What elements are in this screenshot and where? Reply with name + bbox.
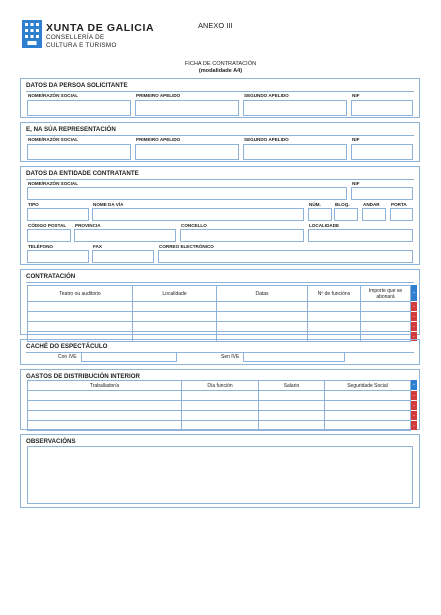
nome-label: NOME/RAZÓN SOCIAL bbox=[28, 137, 79, 142]
apelido1-label: PRIMEIRO APELIDO bbox=[136, 93, 181, 98]
table-cell[interactable] bbox=[133, 322, 217, 332]
nif-label: NIF bbox=[352, 137, 360, 142]
observacions-field[interactable] bbox=[27, 446, 413, 504]
apelido1-label: PRIMEIRO APELIDO bbox=[136, 137, 181, 142]
via-field[interactable] bbox=[92, 208, 304, 221]
sen-ive-field[interactable] bbox=[243, 352, 345, 362]
apelido2-label: SEGUNDO APELIDO bbox=[244, 93, 289, 98]
tipo-field[interactable] bbox=[27, 208, 89, 221]
plus-icon[interactable]: + bbox=[411, 380, 417, 390]
table-cell[interactable] bbox=[28, 391, 182, 401]
apelido1-field[interactable] bbox=[135, 144, 239, 160]
xunta-logo bbox=[22, 20, 42, 48]
section-title: GASTOS DE DISTRIBUCIÓN INTERIOR bbox=[26, 373, 141, 380]
num-field[interactable] bbox=[308, 208, 332, 221]
correo-label: CORREO ELECTRÓNICO bbox=[159, 244, 214, 249]
minus-icon[interactable]: − bbox=[411, 321, 417, 331]
nif-label: NIF bbox=[352, 181, 360, 186]
andar-field[interactable] bbox=[362, 208, 386, 221]
telefono-label: TELÉFONO bbox=[28, 244, 54, 249]
table-cell[interactable] bbox=[259, 391, 325, 401]
nif-field[interactable] bbox=[351, 100, 413, 116]
con-ive-field[interactable] bbox=[81, 352, 177, 362]
section-title: CACHÉ DO ESPECTÁCULO bbox=[26, 343, 108, 350]
section-solicitante bbox=[20, 78, 420, 118]
section-representacion bbox=[20, 122, 420, 162]
apelido2-field[interactable] bbox=[243, 144, 347, 160]
column-header: Nº de funcións bbox=[308, 286, 361, 302]
table-cell[interactable] bbox=[308, 312, 361, 322]
apelido2-field[interactable] bbox=[243, 100, 347, 116]
tipo-label: TIPO bbox=[28, 202, 39, 207]
table-cell[interactable] bbox=[28, 411, 182, 421]
apelido1-field[interactable] bbox=[135, 100, 239, 116]
cp-field[interactable] bbox=[27, 229, 71, 242]
annex-label: ANEXO III bbox=[198, 21, 233, 30]
num-label: NÚM. bbox=[309, 202, 321, 207]
nif-field[interactable] bbox=[351, 187, 413, 200]
table-cell[interactable] bbox=[361, 302, 411, 312]
localidade-field[interactable] bbox=[308, 229, 413, 242]
section-observacions bbox=[20, 434, 420, 508]
table-cell[interactable] bbox=[182, 401, 259, 411]
table-cell[interactable] bbox=[325, 401, 411, 411]
column-header: Salario bbox=[259, 381, 325, 391]
table-row bbox=[28, 322, 411, 332]
sen-ive-label: Sen IVE bbox=[221, 354, 240, 360]
divider bbox=[26, 91, 414, 92]
table-cell[interactable] bbox=[325, 411, 411, 421]
fax-label: FAX bbox=[93, 244, 102, 249]
column-header: Datas bbox=[217, 286, 308, 302]
andar-label: ANDAR bbox=[363, 202, 380, 207]
column-header: Localidade bbox=[133, 286, 217, 302]
provincia-field[interactable] bbox=[74, 229, 176, 242]
table-row bbox=[28, 302, 411, 312]
table-cell[interactable] bbox=[28, 421, 182, 431]
table-cell[interactable] bbox=[259, 411, 325, 421]
section-cache bbox=[20, 339, 420, 365]
contratacion-table bbox=[27, 285, 411, 342]
table-header-row bbox=[28, 286, 411, 302]
table-cell[interactable] bbox=[259, 421, 325, 431]
nome-field[interactable] bbox=[27, 187, 347, 200]
table-cell[interactable] bbox=[325, 391, 411, 401]
section-title: OBSERVACIÓNS bbox=[26, 438, 76, 445]
section-title: CONTRATACIÓN bbox=[26, 273, 76, 280]
section-title: DATOS DA PERSOA SOLICITANTE bbox=[26, 82, 128, 89]
column-header: Traballador/a bbox=[28, 381, 182, 391]
table-cell[interactable] bbox=[217, 302, 308, 312]
section-title: E, NA SÚA REPRESENTACIÓN bbox=[26, 126, 116, 133]
org-line-3: CULTURA E TURISMO bbox=[46, 41, 117, 49]
row-controls bbox=[411, 285, 417, 341]
section-entidade bbox=[20, 166, 420, 265]
minus-icon[interactable]: − bbox=[411, 390, 417, 400]
table-cell[interactable] bbox=[28, 302, 133, 312]
org-line-1: XUNTA DE GALICIA bbox=[46, 22, 155, 34]
table-cell[interactable] bbox=[361, 322, 411, 332]
plus-icon[interactable]: + bbox=[411, 285, 417, 301]
minus-icon[interactable]: − bbox=[411, 400, 417, 410]
table-cell[interactable] bbox=[28, 322, 133, 332]
bloq-label: BLOQ. bbox=[335, 202, 350, 207]
nome-field[interactable] bbox=[27, 144, 131, 160]
nif-label: NIF bbox=[352, 93, 360, 98]
nif-field[interactable] bbox=[351, 144, 413, 160]
table-row bbox=[28, 411, 411, 421]
concello-field[interactable] bbox=[180, 229, 304, 242]
table-cell[interactable] bbox=[182, 421, 259, 431]
table-cell[interactable] bbox=[182, 411, 259, 421]
table-cell[interactable] bbox=[259, 401, 325, 411]
org-line-2: CONSELLERÍA DE bbox=[46, 34, 105, 41]
nome-field[interactable] bbox=[27, 100, 131, 116]
minus-icon[interactable]: − bbox=[411, 420, 417, 430]
form-subtitle: (modalidade A4) bbox=[198, 68, 243, 74]
column-header: Seguridade Social bbox=[325, 381, 411, 391]
minus-icon[interactable]: − bbox=[411, 311, 417, 321]
table-cell[interactable] bbox=[133, 312, 217, 322]
row-controls bbox=[411, 380, 417, 430]
column-header: Importe que se abonará bbox=[361, 286, 411, 302]
localidade-label: LOCALIDADE bbox=[309, 223, 340, 228]
table-cell[interactable] bbox=[308, 322, 361, 332]
table-cell[interactable] bbox=[325, 421, 411, 431]
organization-name bbox=[46, 22, 154, 49]
table-cell[interactable] bbox=[217, 322, 308, 332]
divider bbox=[26, 282, 414, 283]
con-ive-label: Con IVE bbox=[58, 354, 77, 360]
minus-icon[interactable]: − bbox=[411, 331, 417, 341]
porta-field[interactable] bbox=[390, 208, 413, 221]
column-header: Día función bbox=[182, 381, 259, 391]
column-header: Teatro ou auditorio bbox=[28, 286, 133, 302]
telefono-field[interactable] bbox=[27, 250, 89, 263]
concello-label: CONCELLO bbox=[181, 223, 207, 228]
minus-icon[interactable]: − bbox=[411, 301, 417, 311]
table-row bbox=[28, 312, 411, 322]
correo-field[interactable] bbox=[158, 250, 413, 263]
table-cell[interactable] bbox=[28, 401, 182, 411]
form-title: FICHA DE CONTRATACIÓN bbox=[184, 61, 257, 67]
section-gastos bbox=[20, 369, 420, 430]
nome-label: NOME/RAZÓN SOCIAL bbox=[28, 181, 79, 186]
table-cell[interactable] bbox=[182, 391, 259, 401]
form-title-block bbox=[0, 61, 441, 75]
fax-field[interactable] bbox=[92, 250, 154, 263]
gastos-table bbox=[27, 380, 411, 431]
nome-label: NOME/RAZÓN SOCIAL bbox=[28, 93, 79, 98]
apelido2-label: SEGUNDO APELIDO bbox=[244, 137, 289, 142]
section-contratacion bbox=[20, 269, 420, 339]
divider bbox=[26, 179, 414, 180]
porta-label: PORTA bbox=[391, 202, 407, 207]
table-header-row bbox=[28, 381, 411, 391]
minus-icon[interactable]: − bbox=[411, 410, 417, 420]
provincia-label: PROVINCIA bbox=[75, 223, 101, 228]
table-row bbox=[28, 421, 411, 431]
table-cell[interactable] bbox=[28, 312, 133, 322]
table-cell[interactable] bbox=[361, 312, 411, 322]
divider bbox=[26, 135, 414, 136]
cp-label: CÓDIGO POSTAL bbox=[28, 223, 67, 228]
bloq-field[interactable] bbox=[334, 208, 358, 221]
table-cell[interactable] bbox=[308, 302, 361, 312]
table-row bbox=[28, 401, 411, 411]
section-title: DATOS DA ENTIDADE CONTRATANTE bbox=[26, 170, 139, 177]
via-label: NOME DA VÍA bbox=[93, 202, 124, 207]
table-row bbox=[28, 391, 411, 401]
table-cell[interactable] bbox=[217, 312, 308, 322]
table-cell[interactable] bbox=[133, 302, 217, 312]
